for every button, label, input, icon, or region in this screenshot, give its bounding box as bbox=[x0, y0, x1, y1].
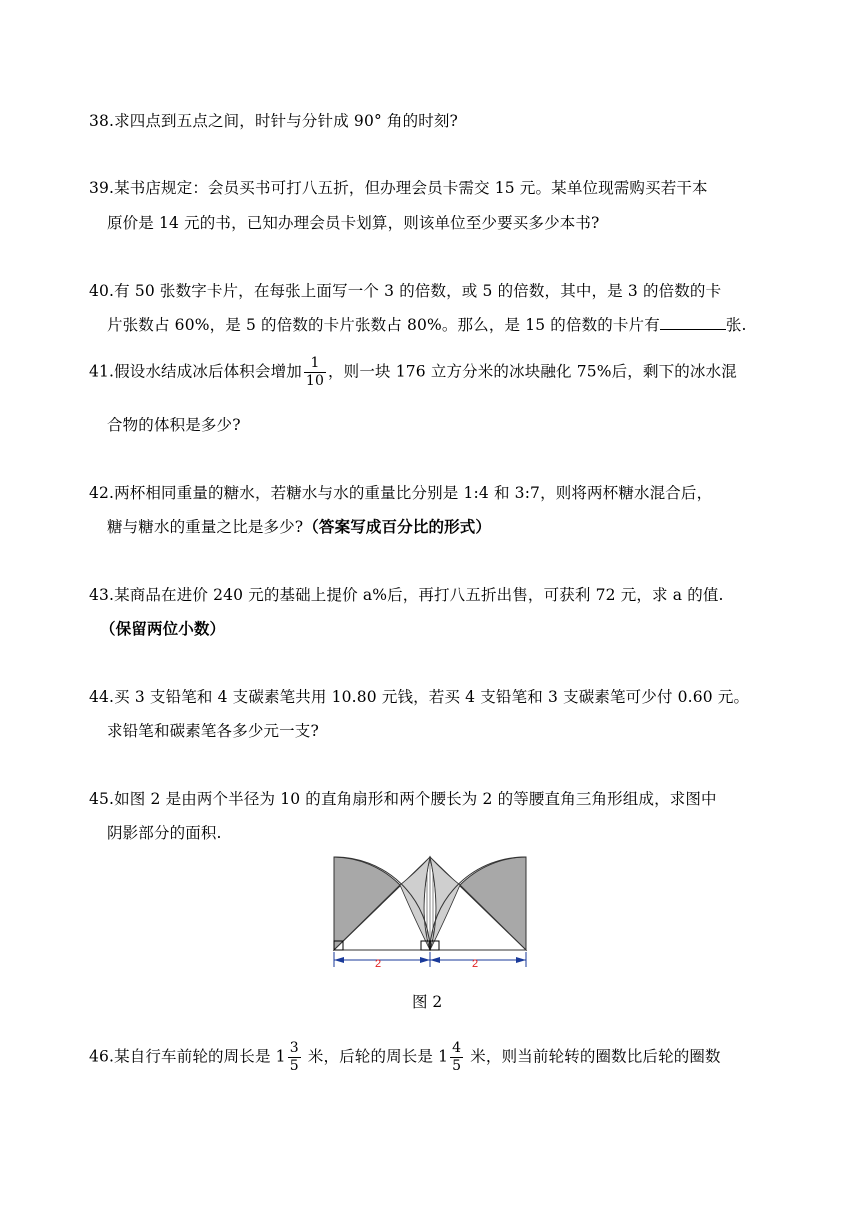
problem-42-note: （答案写成百分比的形式） bbox=[303, 517, 492, 536]
problem-43-line-1: 43.某商品在进价 240 元的基础上提价 a%后，再打八五折出售，可获利 72 元，求 a 的值. bbox=[89, 586, 724, 604]
figure-2-diagram bbox=[330, 852, 530, 972]
problem-44-line-2: 求铅笔和碳素笔各多少元一支? bbox=[107, 722, 319, 740]
problem-43-note: （保留两位小数） bbox=[100, 619, 226, 638]
problem-39-line-2: 原价是 14 元的书，已知办理会员卡划算，则该单位至少要买多少本书? bbox=[107, 214, 600, 232]
problem-46-text-c: 米，则当前轮转的圈数比后轮的圈数 bbox=[465, 1047, 721, 1066]
problem-44-line-1: 44.买 3 支铅笔和 4 支碳素笔共用 10.80 元钱，若买 4 支铅笔和 3 支碳素笔可少付 0.60 元。 bbox=[89, 688, 750, 706]
problem-46-line-1 bbox=[89, 1040, 721, 1075]
fraction-numerator: 1 bbox=[304, 355, 326, 373]
fraction-numerator: 3 bbox=[289, 1040, 299, 1056]
arrow-left-end bbox=[334, 957, 344, 963]
fraction-four-fifths bbox=[450, 1040, 463, 1075]
arrow-right-end bbox=[516, 957, 526, 963]
problem-39-line-1: 39.某书店规定：会员买书可打八五折，但办理会员卡需交 15 元。某单位现需购买若干本 bbox=[89, 179, 708, 197]
problem-40-line-1: 40.有 50 张数字卡片，在每张上面写一个 3 的倍数，或 5 的倍数，其中，是 3 的倍数的卡 bbox=[89, 282, 722, 300]
answer-blank bbox=[660, 315, 726, 330]
problem-42-line-1: 42.两杯相同重量的糖水，若糖水与水的重量比分别是 1:4 和 3:7，则将两杯糖水混合后， bbox=[89, 484, 713, 502]
dimension-label-left: 2 bbox=[374, 958, 382, 970]
figure-2-caption: 图 2 bbox=[412, 993, 443, 1011]
problem-46-text-a: 46.某自行车前轮的周长是 1 bbox=[89, 1047, 286, 1066]
problem-41-text-a: 41.假设水结成冰后体积会增加 bbox=[89, 362, 302, 381]
problem-42-line-2 bbox=[107, 517, 491, 537]
problem-38-line-1: 38.求四点到五点之间，时针与分针成 90° 角的时刻? bbox=[89, 112, 458, 130]
problem-41-line-2: 合物的体积是多少? bbox=[107, 416, 241, 434]
arrow-center-right bbox=[430, 957, 440, 963]
problem-41-line-1 bbox=[89, 355, 737, 390]
dimension-label-right: 2 bbox=[471, 958, 479, 970]
problem-45-line-1: 45.如图 2 是由两个半径为 10 的直角扇形和两个腰长为 2 的等腰直角三角形组成，求图中 bbox=[89, 790, 717, 808]
problem-42-text-a: 糖与糖水的重量之比是多少? bbox=[107, 518, 304, 536]
problem-40-text-a: 片张数占 60%，是 5 的倍数的卡片张数占 80%。那么，是 15 的倍数的卡片有 bbox=[107, 316, 660, 334]
problem-46-text-b: 米，后轮的周长是 1 bbox=[302, 1047, 449, 1066]
fraction-numerator: 4 bbox=[452, 1040, 462, 1056]
fraction-denominator: 5 bbox=[289, 1058, 299, 1074]
fraction-three-fifths bbox=[288, 1040, 301, 1075]
problem-40-text-b: 张. bbox=[725, 316, 747, 334]
fraction-denominator: 5 bbox=[452, 1058, 462, 1074]
problem-40-line-2 bbox=[107, 315, 747, 335]
problem-41-text-b: ，则一块 176 立方分米的冰块融化 75%后，剩下的冰水混 bbox=[328, 362, 737, 381]
problem-45-line-2: 阴影部分的面积. bbox=[107, 824, 222, 842]
arrow-center-left bbox=[420, 957, 430, 963]
fraction-denominator: 10 bbox=[305, 373, 325, 389]
fraction-one-tenth bbox=[304, 355, 326, 390]
